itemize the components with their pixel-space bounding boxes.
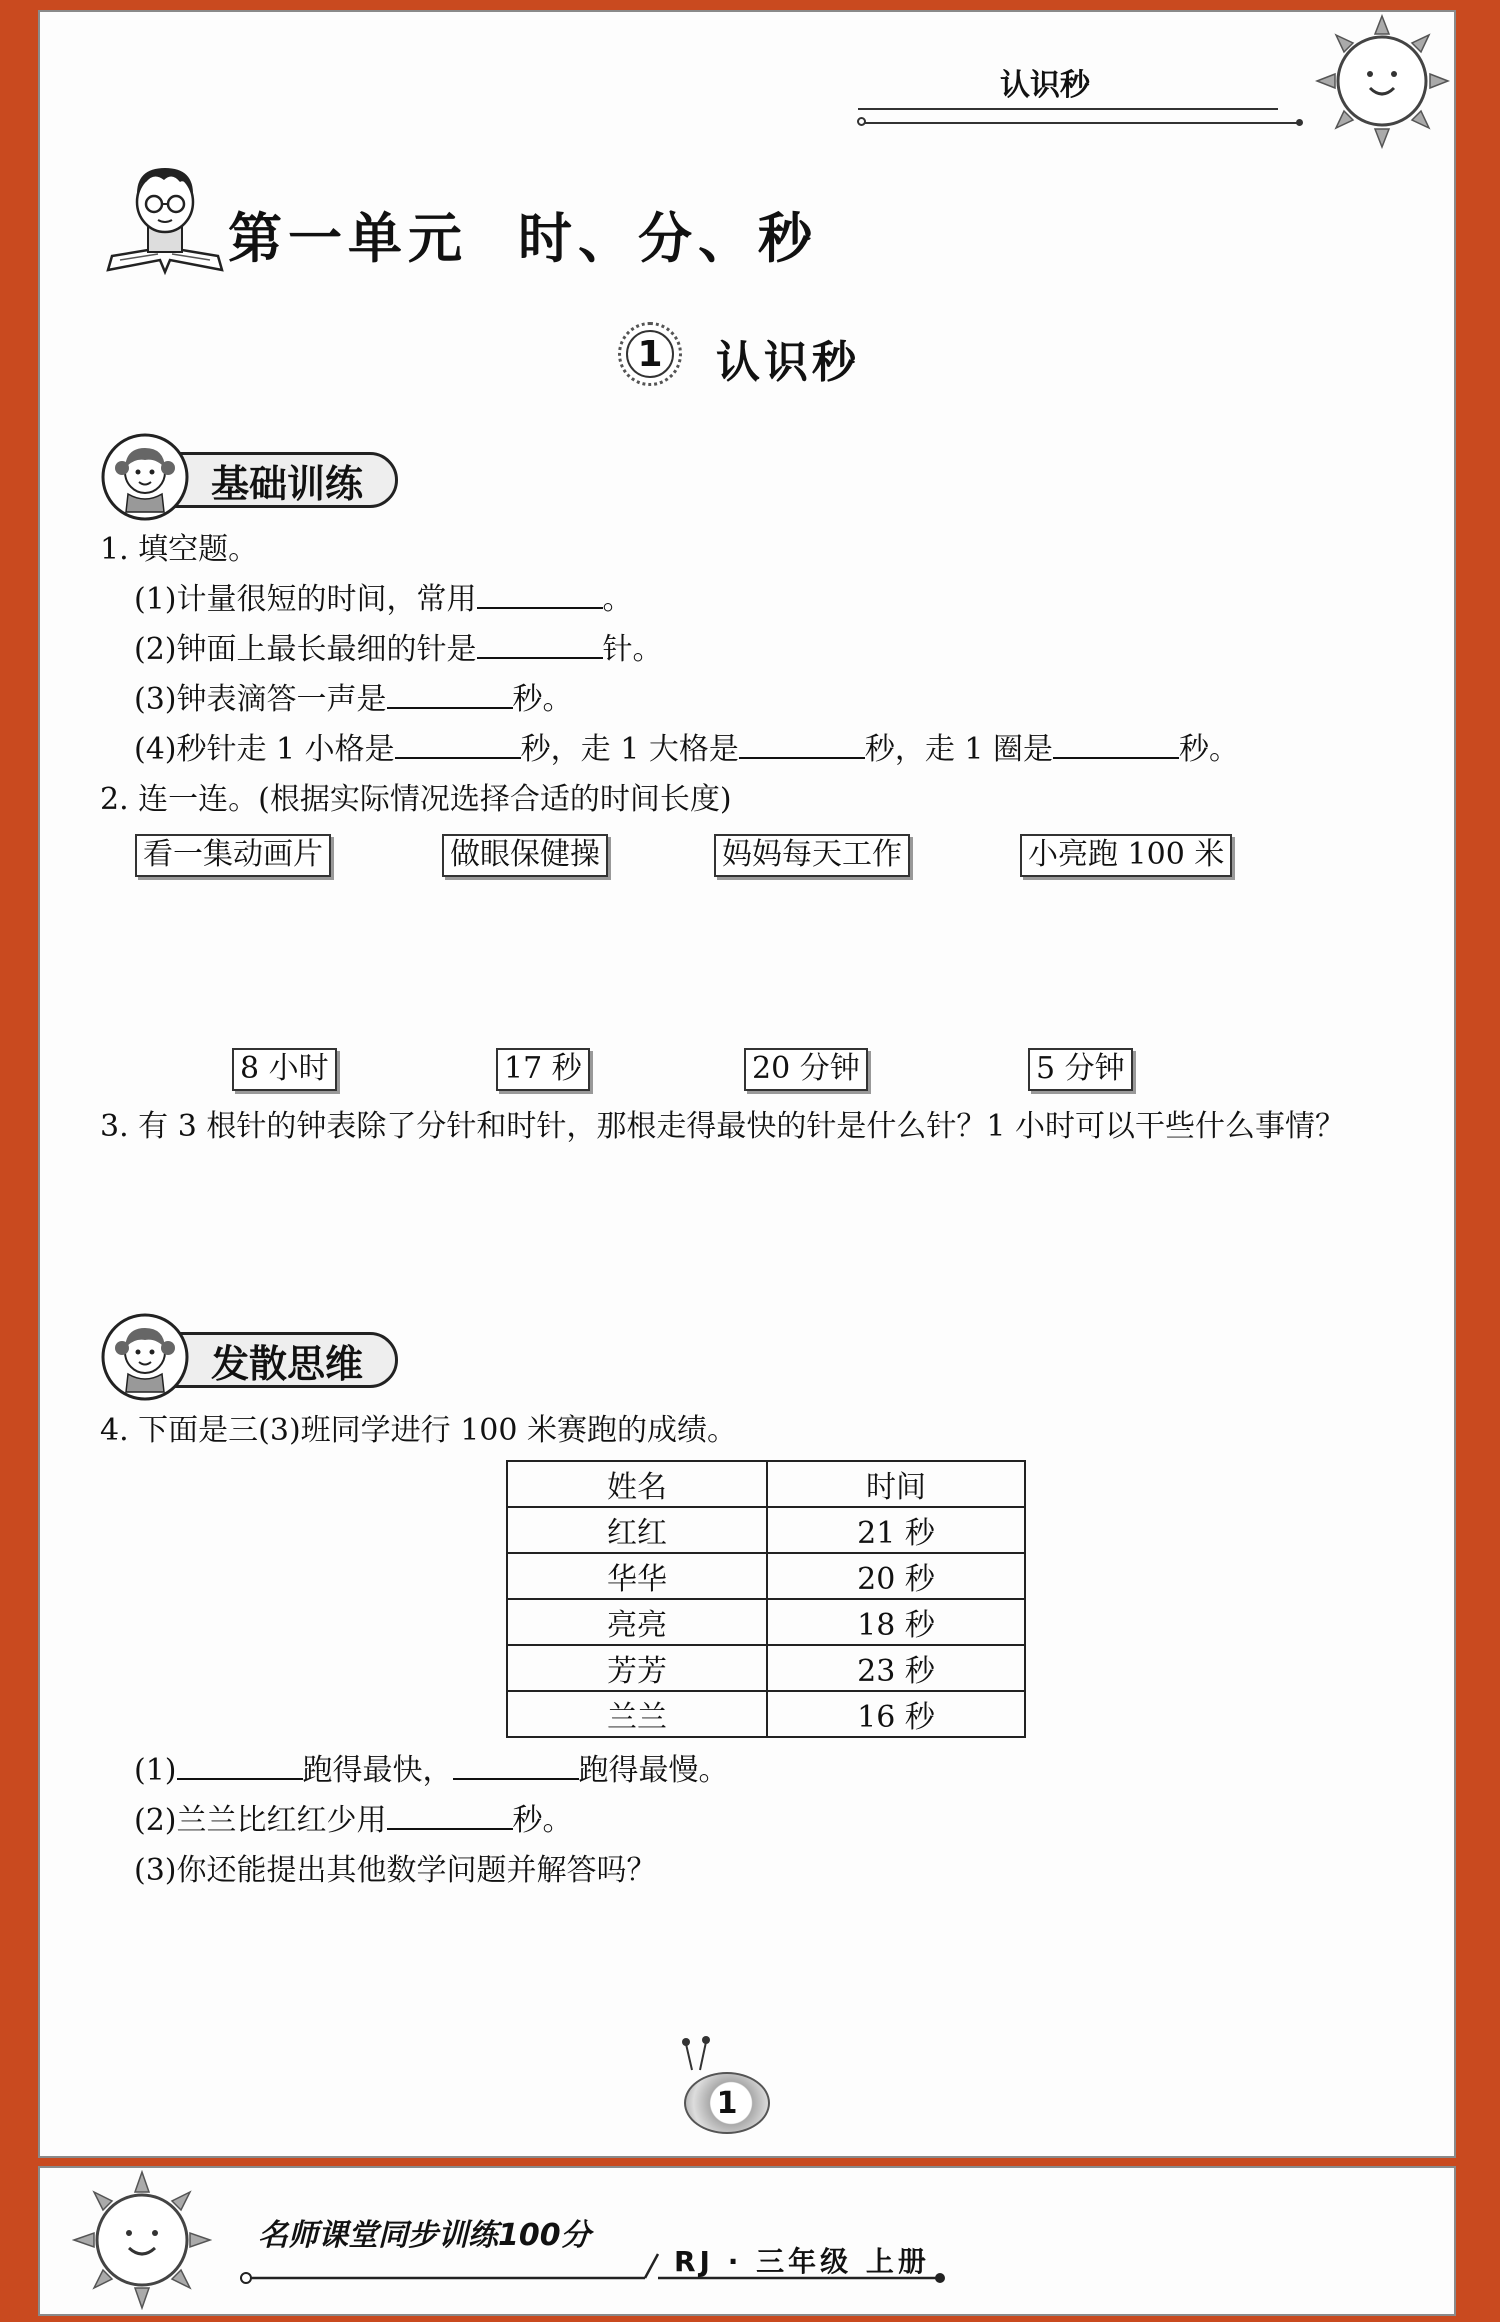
boy-reading-icon — [100, 160, 230, 280]
page-number: 1 — [684, 2072, 770, 2134]
question-text: (2)钟面上最长最细的针是 — [134, 632, 477, 667]
question-text: 。 — [602, 582, 633, 617]
answer-blank[interactable] — [387, 707, 513, 709]
question-4-part-1 — [134, 1753, 729, 1788]
table-header-row — [507, 1461, 1025, 1507]
question-4-stem: 4. 下面是三(3)班同学进行 100 米赛跑的成绩。 — [100, 1413, 737, 1448]
duration-box[interactable]: 20 分钟 — [744, 1048, 868, 1091]
lesson-title: 认识秒 — [716, 337, 860, 388]
sun-icon — [1315, 14, 1450, 149]
table-header: 时间 — [767, 1461, 1025, 1507]
question-text: 秒。 — [1179, 732, 1239, 767]
unit-title — [228, 196, 818, 273]
table-cell: 亮亮 — [507, 1599, 767, 1645]
table-row — [507, 1645, 1025, 1691]
answer-blank[interactable] — [177, 1778, 303, 1780]
table-cell: 兰兰 — [507, 1691, 767, 1737]
activity-box[interactable]: 看一集动画片 — [135, 834, 331, 877]
question-text: (1)计量很短的时间，常用 — [134, 582, 477, 617]
activity-box[interactable]: 妈妈每天工作 — [714, 834, 910, 877]
answer-blank[interactable] — [387, 1828, 513, 1830]
question-2-stem: 2. 连一连。(根据实际情况选择合适的时间长度) — [100, 782, 732, 817]
question-text: (4)秒针走 1 小格是 — [134, 732, 395, 767]
question-text: 秒。 — [512, 682, 573, 717]
question-1-part-1 — [134, 582, 633, 617]
question-4-part-3: (3)你还能提出其他数学问题并解答吗？ — [134, 1853, 657, 1888]
question-text: 秒，走 1 大格是 — [520, 732, 739, 767]
table-row — [507, 1599, 1025, 1645]
question-text: (3)钟表滴答一声是 — [134, 682, 387, 717]
header-rule — [858, 108, 1278, 110]
unit-number: 第一单元 — [228, 207, 468, 270]
header-rule-dot — [1296, 119, 1303, 126]
duration-box[interactable]: 8 小时 — [232, 1048, 337, 1091]
question-1-stem: 1. 填空题。 — [100, 532, 259, 567]
table-row — [507, 1553, 1025, 1599]
table-row — [507, 1691, 1025, 1737]
question-text: 秒，走 1 圈是 — [864, 732, 1053, 767]
section-title: 发散思维 — [211, 1341, 364, 1386]
question-text: 秒。 — [512, 1803, 573, 1838]
duration-box[interactable]: 17 秒 — [496, 1048, 590, 1091]
question-4-part-2 — [134, 1803, 573, 1838]
girl-avatar-icon — [100, 1312, 190, 1402]
activity-box[interactable]: 做眼保健操 — [442, 834, 608, 877]
question-text: 针。 — [602, 632, 663, 667]
table-cell: 23 秒 — [767, 1645, 1025, 1691]
girl-avatar-icon — [100, 432, 190, 522]
footer-edition: RJ · 三年级 上册 — [674, 2245, 930, 2278]
answer-blank[interactable] — [477, 657, 603, 659]
question-text: 跑得最慢。 — [578, 1753, 729, 1788]
header-title: 认识秒 — [1000, 68, 1090, 103]
table-cell: 芳芳 — [507, 1645, 767, 1691]
question-3-stem: 3. 有 3 根针的钟表除了分针和时针，那根走得最快的针是什么针？1 小时可以干些什么事情？ — [100, 1109, 1345, 1144]
race-results-table — [506, 1460, 1026, 1738]
sun-icon — [72, 2170, 212, 2310]
answer-blank[interactable] — [739, 757, 865, 759]
question-text: 跑得最快， — [302, 1753, 453, 1788]
header-rule — [862, 122, 1302, 124]
footer-series-title: 名师课堂同步训练100分 — [258, 2218, 591, 2253]
answer-blank[interactable] — [453, 1778, 579, 1780]
section-title: 基础训练 — [211, 461, 364, 506]
unit-topic: 时、分、秒 — [518, 207, 818, 270]
table-header: 姓名 — [507, 1461, 767, 1507]
question-1-part-4 — [134, 732, 1239, 767]
question-text: (2)兰兰比红红少用 — [134, 1803, 387, 1838]
table-row — [507, 1507, 1025, 1553]
snail-icon — [670, 2030, 720, 2080]
answer-blank[interactable] — [395, 757, 521, 759]
lesson-number-badge: 1 — [618, 322, 682, 386]
table-cell: 21 秒 — [767, 1507, 1025, 1553]
duration-box[interactable]: 5 分钟 — [1028, 1048, 1133, 1091]
question-1-part-3 — [134, 682, 573, 717]
question-text: (1) — [134, 1753, 177, 1788]
question-1-part-2 — [134, 632, 663, 667]
table-cell: 20 秒 — [767, 1553, 1025, 1599]
answer-blank[interactable] — [477, 607, 603, 609]
table-cell: 18 秒 — [767, 1599, 1025, 1645]
header-rule-dot — [857, 117, 866, 126]
activity-box[interactable]: 小亮跑 100 米 — [1020, 834, 1232, 877]
answer-blank[interactable] — [1053, 757, 1179, 759]
table-cell: 华华 — [507, 1553, 767, 1599]
table-cell: 16 秒 — [767, 1691, 1025, 1737]
table-cell: 红红 — [507, 1507, 767, 1553]
